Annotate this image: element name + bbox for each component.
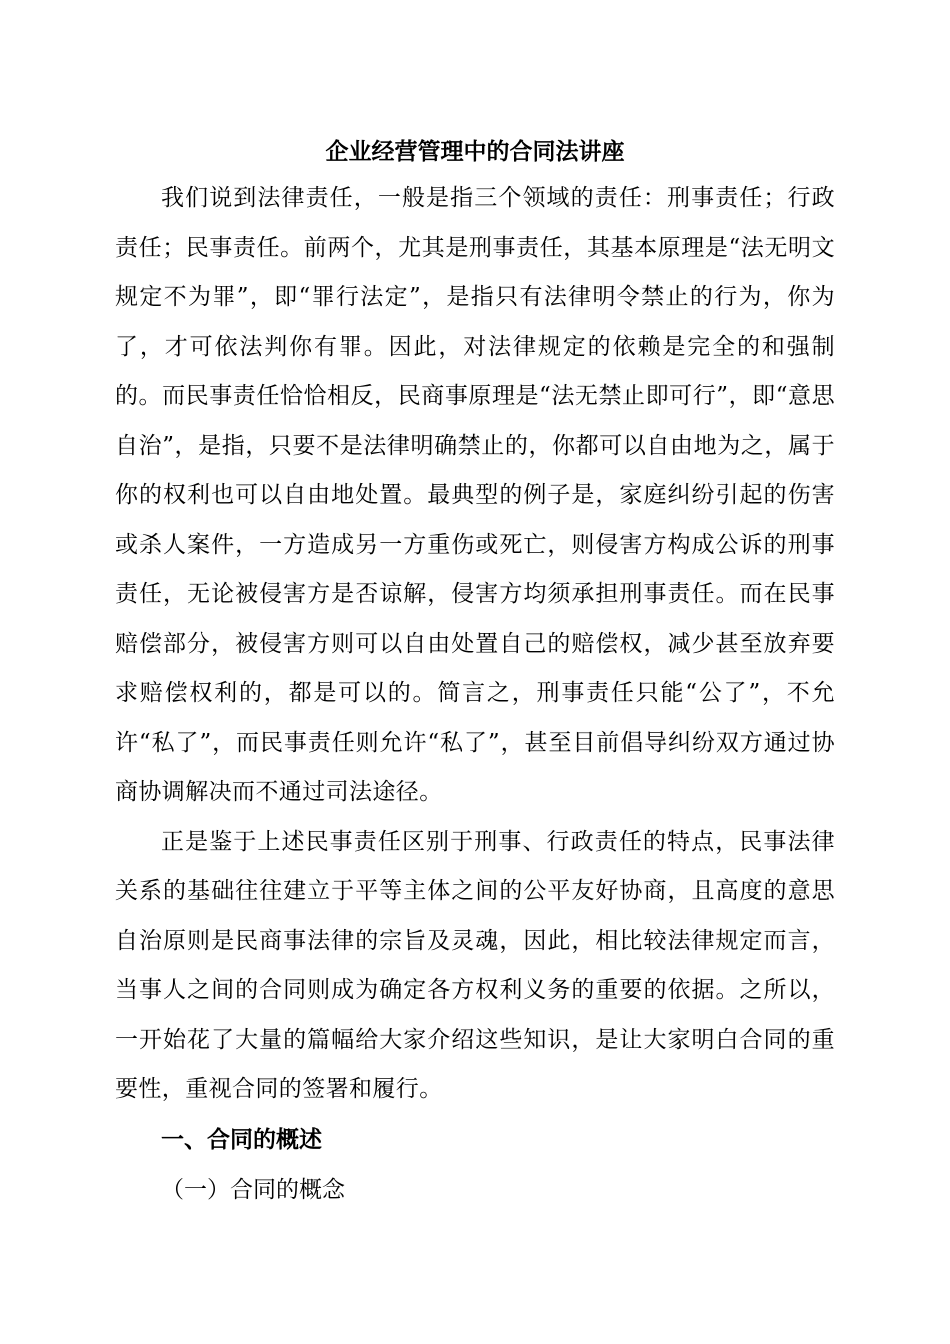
paragraph-legal-liability: 我们说到法律责任，一般是指三个领域的责任：刑事责任；行政责任；民事责任。前两个，尤其是刑事责任，其基本原理是“法无明文规定不为罪”，即“罪行法定”，是指只有法律明令禁止的行为，你为了，才可依法判你有罪。因此，对法律规定的依赖是完全的和强制的。而民事责任恰恰相反，民商事原理是“法无禁止即可行”，即“意思自治”，是指，只要不是法律明确禁止的，你都可以自由地为之，属于你的权利也可以自由地处置。最典型的例子是，家庭纠纷引起的伤害或杀人案件，一方造成另一方重伤或死亡，则侵害方构成公诉的刑事责任，无论被侵害方是否谅解，侵害方均须承担刑事责任。而在民事赔偿部分，被侵害方则可以自由处置自己的赔偿权，减少甚至放弃要求赔偿权利的，都是可以的。简言之，刑事责任只能“公了”，不允许“私了”，而民事责任则允许“私了”，甚至目前倡导纠纷双方通过协商协调解决而不通过司法途径。 [115,185,835,805]
document-body [115,130,835,1215]
section-heading: 一、合同的概述 [161,1125,322,1153]
paragraph-contract-importance: 正是鉴于上述民事责任区别于刑事、行政责任的特点，民事法律关系的基础往往建立于平等主体之间的公平友好协商，且高度的意思自治原则是民商事法律的宗旨及灵魂，因此，相比较法律规定而言，当事人之间的合同则成为确定各方权利义务的重要的依据。之所以，一开始花了大量的篇幅给大家介绍这些知识，是让大家明白合同的重要性，重视合同的签署和履行。 [115,828,835,1102]
subsection-heading: （一）合同的概念 [161,1176,345,1203]
document-title: 企业经营管理中的合同法讲座 [325,138,625,165]
